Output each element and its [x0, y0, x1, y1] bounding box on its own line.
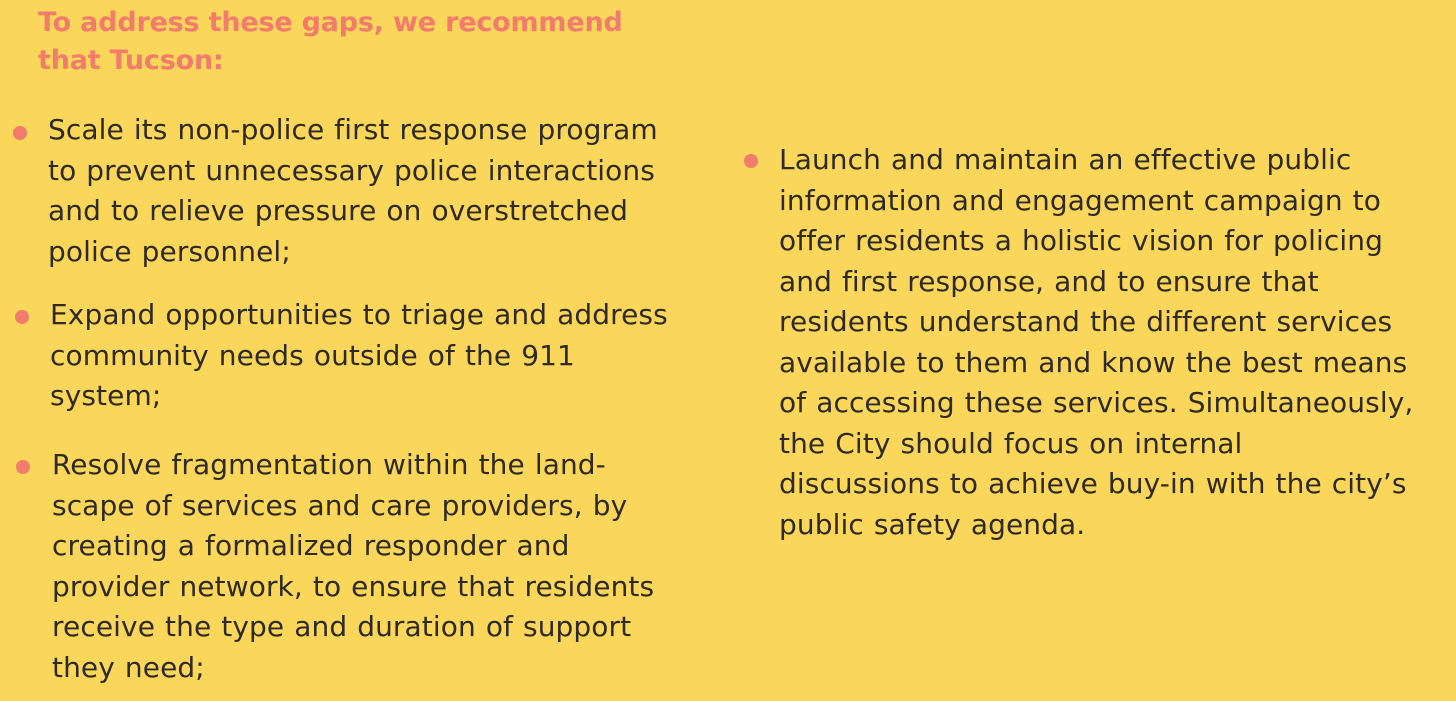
list-item-line: of accessing these services. Simultaneously,	[779, 386, 1414, 419]
section-heading	[38, 4, 678, 80]
list-item-line: Resolve fragmentation within the land-	[52, 448, 606, 481]
list-item-line: creating a formalized responder and	[52, 529, 570, 562]
list-item-line: and first response, and to ensure that	[779, 264, 1319, 298]
list-item-line: residents understand the different services	[779, 305, 1393, 338]
list-item-line: offer residents a holistic vision for policing	[779, 224, 1383, 257]
list-item-line: public safety agenda.	[779, 507, 1086, 541]
list-item-line: system;	[50, 379, 162, 412]
list-item	[48, 110, 658, 272]
list-item-line: to prevent unnecessary police interactions	[48, 153, 655, 187]
list-item-line: and to relieve pressure on overstretched	[48, 194, 629, 227]
list-item	[779, 140, 1449, 545]
list-item-line: receive the type and duration of support	[52, 610, 632, 643]
bullet-icon	[13, 126, 27, 140]
list-item-line: available to them and know the best means	[779, 345, 1408, 379]
bullet-icon	[744, 154, 758, 168]
bullet-icon	[16, 460, 30, 474]
heading-text: To address these gaps, we recommend that Tucson:	[38, 7, 623, 76]
list-item	[50, 295, 668, 417]
list-item-line: scape of services and care providers, by	[52, 488, 628, 522]
list-item-line: police personnel;	[48, 234, 291, 268]
bullet-icon	[15, 310, 29, 324]
list-item-line: Launch and maintain an effective public	[779, 143, 1352, 176]
list-item-line: they need;	[52, 650, 205, 684]
list-item-line: community needs outside of the 911	[50, 338, 575, 372]
list-item-line: the City should focus on internal	[779, 426, 1243, 460]
list-item-line: Scale its non-police first response program	[48, 113, 658, 146]
list-item-line: provider network, to ensure that residents	[52, 569, 655, 603]
list-item-line: discussions to achieve buy-in with the city’s	[779, 467, 1407, 500]
list-item	[52, 445, 654, 688]
list-item-line: information and engagement campaign to	[779, 183, 1381, 217]
list-item-line: Expand opportunities to triage and address	[50, 298, 668, 331]
